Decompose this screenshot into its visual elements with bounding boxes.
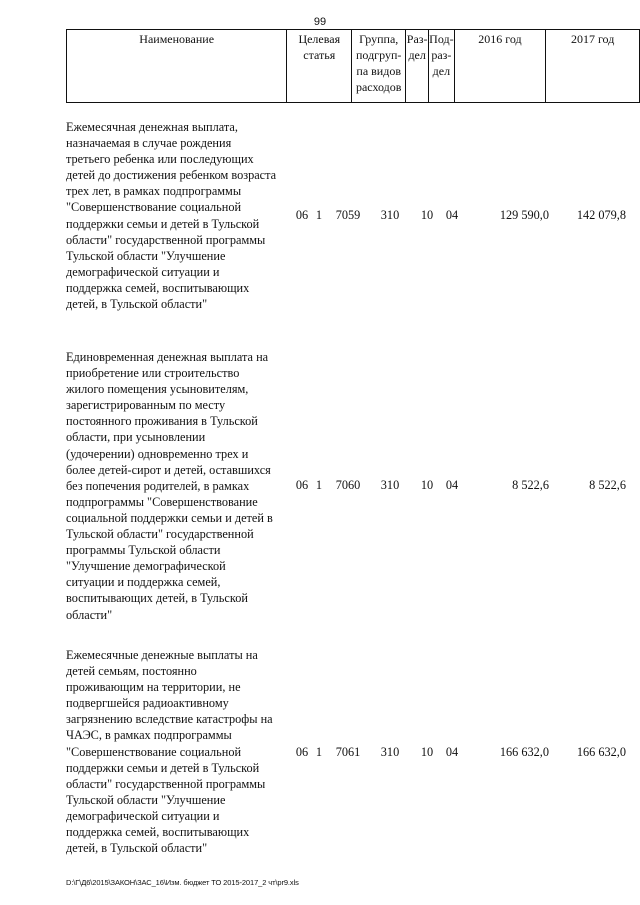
row-target-subprogram: 1	[315, 745, 323, 759]
page-number: 99	[313, 16, 327, 28]
row-group: 310	[380, 208, 400, 222]
header-target-article: Целевая статья	[287, 30, 352, 103]
row-subsection: 04	[445, 208, 459, 222]
row-target-code: 7061	[335, 745, 361, 759]
header-name: Наименование	[67, 30, 287, 103]
table-header	[66, 29, 640, 103]
row-amount-2017: 142 079,8	[576, 208, 626, 222]
header-year-2017: 2017 год	[546, 30, 640, 103]
row-group: 310	[380, 745, 400, 759]
row-group: 310	[380, 478, 400, 492]
row-name: Ежемесячная денежная выплата, назначаемая в случае рождения третьего ребенка или последующих детей до достижения ребенком возраста трех лет, в рамках подпрограммы "Совершенствование социальной поддержки семьи и детей в Тульской области" государственной программы Тульской области "Улучшение демографической ситуации и поддержка семей, воспитывающих детей, в Тульской области"	[66, 120, 277, 312]
header-subsection: Под- раз- дел	[429, 30, 454, 103]
header-row	[67, 30, 640, 103]
row-target-subprogram: 1	[315, 208, 323, 222]
row-target-subprogram: 1	[315, 478, 323, 492]
row-amount-2017: 8 522,6	[589, 478, 626, 492]
row-target-code: 7060	[335, 478, 361, 492]
row-subsection: 04	[445, 478, 459, 492]
header-year-2016: 2016 год	[454, 30, 546, 103]
row-subsection: 04	[445, 745, 459, 759]
header-expense-group: Группа, подгруп- па видов расходов	[352, 30, 406, 103]
header-section: Раз- дел	[406, 30, 429, 103]
row-amount-2016: 8 522,6	[512, 478, 549, 492]
row-section: 10	[420, 478, 434, 492]
row-target-program: 06	[295, 208, 309, 222]
row-amount-2016: 166 632,0	[499, 745, 549, 759]
row-target-program: 06	[295, 478, 309, 492]
file-path-footer: D:\Г\Д6\2015\ЗАКОН\ЗАС_16\Изм. бюджет ТО 2015-2017_2 чт\pr9.xls	[66, 878, 299, 887]
row-name: Ежемесячные денежные выплаты на детей семьям, постоянно проживающим на территории, не подвергшейся радиоактивному загрязнению вследствие катастрофы на ЧАЭС, в рамках подпрограммы "Совершенствование социальной поддержки семьи и детей в Тульской области" государственной программы Тульской области "Улучшение демографической ситуации и поддержка семей, воспитывающих детей, в Тульской области"	[66, 648, 273, 856]
row-section: 10	[420, 745, 434, 759]
row-target-code: 7059	[335, 208, 361, 222]
row-target-program: 06	[295, 745, 309, 759]
row-section: 10	[420, 208, 434, 222]
row-amount-2017: 166 632,0	[576, 745, 626, 759]
row-name: Единовременная денежная выплата на приобретение или строительство жилого помещения усыновителям, зарегистрированным по месту постоянного проживания в Тульской области, при усыновлении (удочерении) одновременно трех и более детей-сирот и детей, оставшихся без попечения родителей, в рамках подпрограммы "Совершенствование социальной поддержки семьи и детей в Тульской области" государственной программы Тульской области "Улучшение демографической ситуации и поддержка семей, воспитывающих детей, в Тульской области"	[66, 350, 273, 622]
row-amount-2016: 129 590,0	[499, 208, 549, 222]
